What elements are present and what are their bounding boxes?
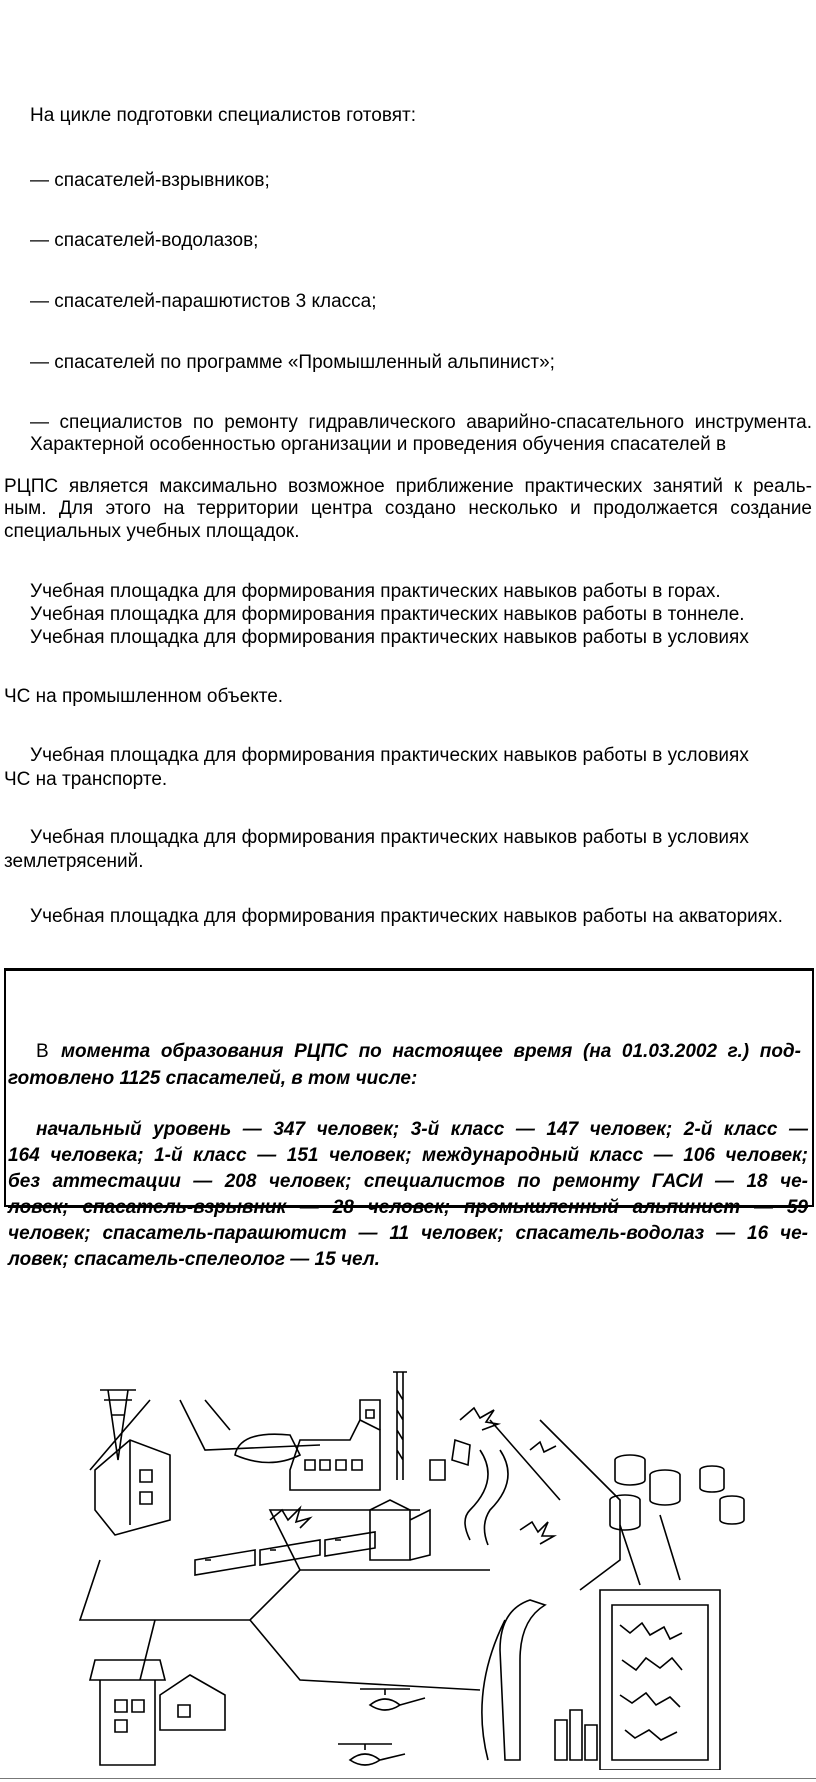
building [95,1440,170,1535]
box-heading-line: момента образования РЦПС по настоящее время (на 01.03.2002 г.) под- [61,1041,801,1062]
storage-tank [610,1455,744,1585]
list-item: — спасателей по программе «Промышленный альпинист»; [30,352,555,373]
box-heading-line: готовлено 1125 спасателей, в том числе: [8,1068,418,1089]
site-line: Учебная площадка для формирования практических навыков работы в условиях [30,745,749,766]
station [370,1500,430,1560]
tunnel [482,1600,545,1760]
stats-line: человек; спасатель-парашютист — 11 человек; спасатель-водолаз — 16 че- [8,1223,808,1244]
crane-mast [393,1372,407,1480]
site-line: Учебная площадка для формирования практических навыков работы в условиях [30,827,749,848]
stats-line: начальный уровень — 347 человек; 3-й класс — 147 человек; 2-й класс — [36,1119,808,1140]
house [160,1675,225,1730]
intro-text: На цикле подготовки специалистов готовят: [30,105,416,126]
box-lead: В [36,1041,49,1062]
rubble-field [600,1590,720,1770]
water-tower [90,1660,165,1765]
debris [270,1408,556,1544]
helicopter [360,1689,425,1710]
site-line: Учебная площадка для формирования практических навыков работы на акваториях. [30,906,783,927]
stats-line: без аттестации — 208 человек; специалистов по ремонту ГАСИ — 18 че- [8,1171,808,1192]
helicopter [338,1744,405,1765]
list-item: — спасателей-парашютистов 3 класса; [30,291,377,312]
list-item: — спасателей-взрывников; [30,170,270,191]
barrels [555,1710,597,1760]
site-line: Учебная площадка для формирования практических навыков работы в тоннеле. [30,604,745,625]
divider [0,1778,816,1779]
site-line: Учебная площадка для формирования практических навыков работы в горах. [30,581,721,602]
training-center-illustration [0,1360,816,1770]
paragraph-line: РЦПС является максимально возможное приближение практических занятий к реаль- [4,476,812,497]
site-line: землетрясений. [4,851,144,872]
paragraph-line: Характерной особенностью организации и проведения обучения спасателей в [30,434,727,455]
site-line: ЧС на транспорте. [4,769,168,790]
site-line: ЧС на промышленном объекте. [4,686,284,707]
list-item: — специалистов по ремонту гидравлического аварийно-спасательного инструмента. [30,412,812,433]
stats-line: 164 человека; 1-й класс — 151 человек; международный класс — 106 человек; [8,1145,808,1166]
paragraph-line: специальных учебных площадок. [4,521,300,542]
stats-line: ловек; спасатель-взрывник — 28 человек; промышленный альпинист — 59 [8,1197,808,1218]
list-item: — спасателей-водолазов; [30,230,259,251]
factory [290,1420,380,1490]
paragraph-line: ным. Для этого на территории центра создано несколько и продолжается создание [4,498,812,519]
site-line: Учебная площадка для формирования практических навыков работы в условиях [30,627,749,648]
stats-line: ловек; спасатель-спелеолог — 15 чел. [8,1249,380,1270]
